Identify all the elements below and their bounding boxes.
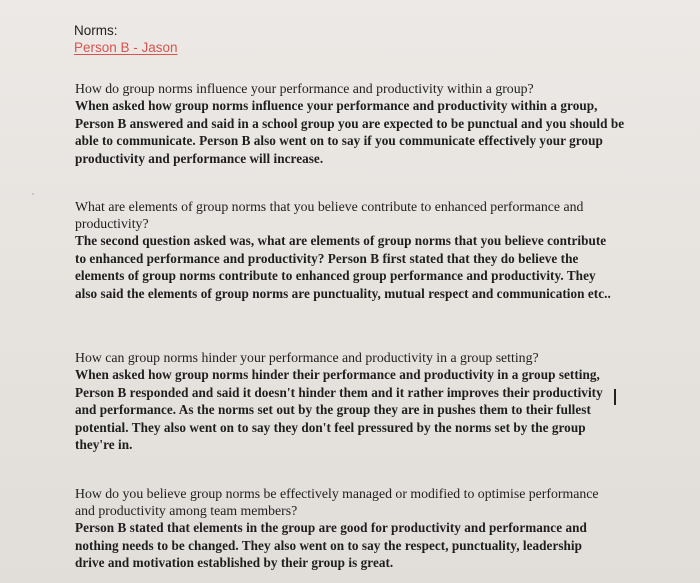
person-link[interactable]: Person B - Jason [74,40,178,55]
section-4 [75,485,600,572]
answer-1: When asked how group norms influence your performance and productivity within a group, Person B answered and said in a school group you are expected to be punctual and you should be able to communicate. Person B also went on to say if you communicate effectively your group productivity and performance will increase. [75,98,625,166]
margin-mark: ˋ [31,193,36,204]
document-header [74,22,178,56]
question-3: How can group norms hinder your performance and productivity in a group setting? [75,350,539,365]
section-3 [75,349,625,454]
question-1: How do group norms influence your performance and productivity within a group? [75,81,534,96]
question-4: How do you believe group norms be effectively managed or modified to optimise performance and productivity among team members? [75,486,599,518]
answer-3: When asked how group norms hinder their performance and productivity in a group setting, Person B responded and said it doesn't hinder them and it rather improves their productivity and performance. As the norms set out by the group they are in pushes them to their fullest potential. They also went on to say they don't feel pressured by the norms set by the group they're in. [75,367,603,453]
section-1 [75,80,635,167]
norms-label: Norms: [74,23,118,38]
answer-2: The second question asked was, what are elements of group norms that you believe contribute to enhanced performance and productivity? Person B first stated that they do believe the elements of group norms contribute to enhanced group performance and productivity. They also said the elements of group norms are punctuality, mutual respect and communication etc.. [75,233,611,301]
text-cursor [614,389,616,405]
answer-4: Person B stated that elements in the group are good for productivity and performance and nothing needs to be changed. They also went on to say the respect, punctuality, leadership drive and motivation established by their group is great. [75,520,587,571]
section-2 [75,198,620,302]
question-2: What are elements of group norms that you believe contribute to enhanced performance and productivity? [75,199,584,231]
